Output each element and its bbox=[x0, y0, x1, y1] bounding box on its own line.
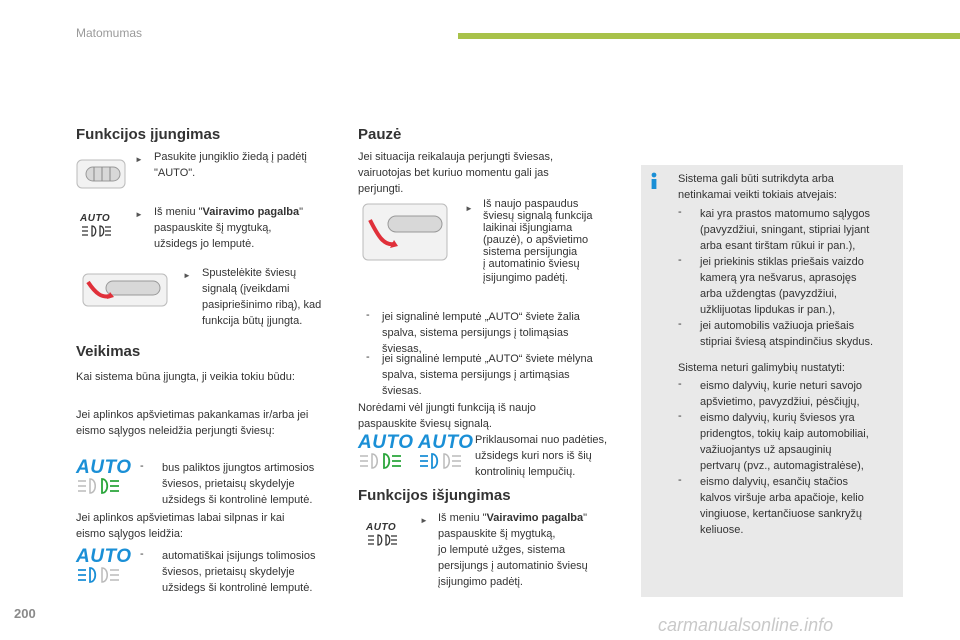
info-list-item: kai yra prastos matomumo sąlygos (pavyzdžiui, sningant, stipriai lyjant arba esant tirštam rūkui ir pan.), bbox=[700, 208, 870, 252]
dash-marker: - bbox=[140, 460, 144, 472]
bullet-icon: ► bbox=[135, 210, 143, 219]
dash-marker: - bbox=[678, 378, 682, 390]
dash-marker: - bbox=[678, 254, 682, 266]
info-list-item: eismo dalyvių, kurių šviesos yra pridengtos, tokių kaip automobiliai, važiuojantys už apsauginių pertvarų (pvz., automagistralėse), bbox=[700, 412, 869, 472]
auto-highbeam-indicator-icon: AUTO bbox=[76, 548, 131, 589]
list-item: automatiškai įsijungs tolimosios šviesos, prietaisų skydelyje užsidegs ši kontrolinė lemputė. bbox=[162, 550, 316, 594]
bullet-icon: ► bbox=[135, 155, 143, 164]
list-item: bus paliktos įjungtos artimosios šviesos, prietaisų skydelyje užsidegs ši kontrolinė lemputė. bbox=[162, 462, 315, 506]
info-paragraph: Sistema gali būti sutrikdyta arba netinkamai veikti tokiais atvejais: bbox=[678, 173, 837, 201]
auto-lowbeam-indicator-icon: AUTO bbox=[358, 434, 413, 475]
info-icon bbox=[647, 172, 661, 190]
dash-marker: - bbox=[678, 410, 682, 422]
step-text: Iš meniu "Vairavimo pagalba" paspauskite šį mygtuką, jo lemputė užges, sistema persijungs į automatinio šviesų įsijungimo padėtį. bbox=[438, 512, 588, 588]
info-paragraph: Sistema neturi galimybių nustatyti: bbox=[678, 362, 845, 374]
paragraph: Jei aplinkos apšvietimas labai silpnas ir kai eismo sąlygos leidžia: bbox=[76, 512, 285, 540]
bullet-icon: ► bbox=[420, 516, 428, 525]
watermark: carmanualsonline.info bbox=[658, 615, 834, 635]
paragraph: Kai sistema būna įjungta, ji veikia tokiu būdu: bbox=[76, 371, 295, 383]
info-list-item: eismo dalyvių, kurie neturi savojo apšvietimo, pavyzdžiui, pėsčiųjų, bbox=[700, 380, 863, 408]
page-number: 200 bbox=[14, 606, 36, 621]
heading-activation: Funkcijos įjungimas bbox=[76, 126, 221, 143]
dash-marker: - bbox=[140, 548, 144, 560]
auto-lowbeam-indicator-icon: AUTO bbox=[76, 459, 131, 500]
header-accent-bar bbox=[458, 33, 960, 39]
paragraph: Norėdami vėl įjungti funkciją iš naujo paspauskite šviesų signalą. bbox=[358, 402, 536, 430]
auto-highbeam-indicator-icon: AUTO bbox=[418, 434, 473, 475]
heading-pause: Pauzė bbox=[358, 126, 402, 143]
paragraph: Jei situacija reikalauja perjungti šviesas, vairuotojas bet kuriuo momentu gali jas perjungti. bbox=[358, 151, 554, 195]
list-item: jei signalinė lemputė „AUTO“ šviete mėlyna spalva, sistema persijungs į artimąsias šviesas. bbox=[382, 353, 593, 397]
paragraph: Priklausomai nuo padėties, užsidegs kuri nors iš šių kontrolinių lempučių. bbox=[475, 434, 608, 478]
bullet-icon: ► bbox=[465, 204, 473, 213]
info-list-item: jei automobilis važiuoja priešais stipriai šviesą atspindinčius skydus. bbox=[700, 320, 874, 348]
step-text: Iš meniu "Vairavimo pagalba" paspauskite šį mygtuką, užsidegs jo lemputė. bbox=[154, 206, 304, 250]
section-title: Matomumas bbox=[76, 26, 143, 40]
dash-marker: - bbox=[678, 206, 682, 218]
dash-marker: - bbox=[678, 318, 682, 330]
paragraph: Jei aplinkos apšvietimas pakankamas ir/arba jei eismo sąlygos neleidžia perjungti šviesų: bbox=[76, 409, 309, 437]
step-text: Iš naujo paspaudus šviesų signalą funkcija laikinai išjungiama (pauzė), o apšvietimo sistema persijungia į automatinio šviesų įsijungimo padėtį. bbox=[483, 198, 593, 284]
info-list-item: jei priekinis stiklas priešais vaizdo kamerą yra nešvarus, aprasojęs arba uždengtas (pavyzdžiui, užklijuotas lipdukas ir pan.), bbox=[700, 256, 864, 316]
info-list-item: eismo dalyvių, esančių stačios kalvos viršuje arba apačioje, kelio vingiuose, kertančiuose sankryžų keliuose. bbox=[700, 476, 864, 536]
heading-operation: Veikimas bbox=[76, 343, 141, 360]
light-stalk-pull-icon bbox=[82, 272, 168, 308]
auto-button-icon: AUTO bbox=[80, 213, 114, 243]
heading-deactivation: Funkcijos išjungimas bbox=[358, 487, 511, 504]
bullet-icon: ► bbox=[183, 271, 191, 280]
step-text: Pasukite jungiklio žiedą į padėtį "AUTO". bbox=[154, 151, 307, 179]
light-stalk-icon bbox=[76, 158, 126, 190]
step-text: Spustelėkite šviesų signalą (įveikdami pasipriešinimo ribą), kad funkcija būtų įjungta. bbox=[202, 267, 322, 327]
dash-marker: - bbox=[366, 309, 370, 321]
list-item: jei signalinė lemputė „AUTO“ šviete žalia spalva, sistema persijungs į tolimąsias šviesas, bbox=[382, 311, 580, 355]
auto-button-icon: AUTO bbox=[366, 522, 400, 552]
dash-marker: - bbox=[678, 474, 682, 486]
dash-marker: - bbox=[366, 351, 370, 363]
light-stalk-pull-icon bbox=[362, 202, 448, 262]
